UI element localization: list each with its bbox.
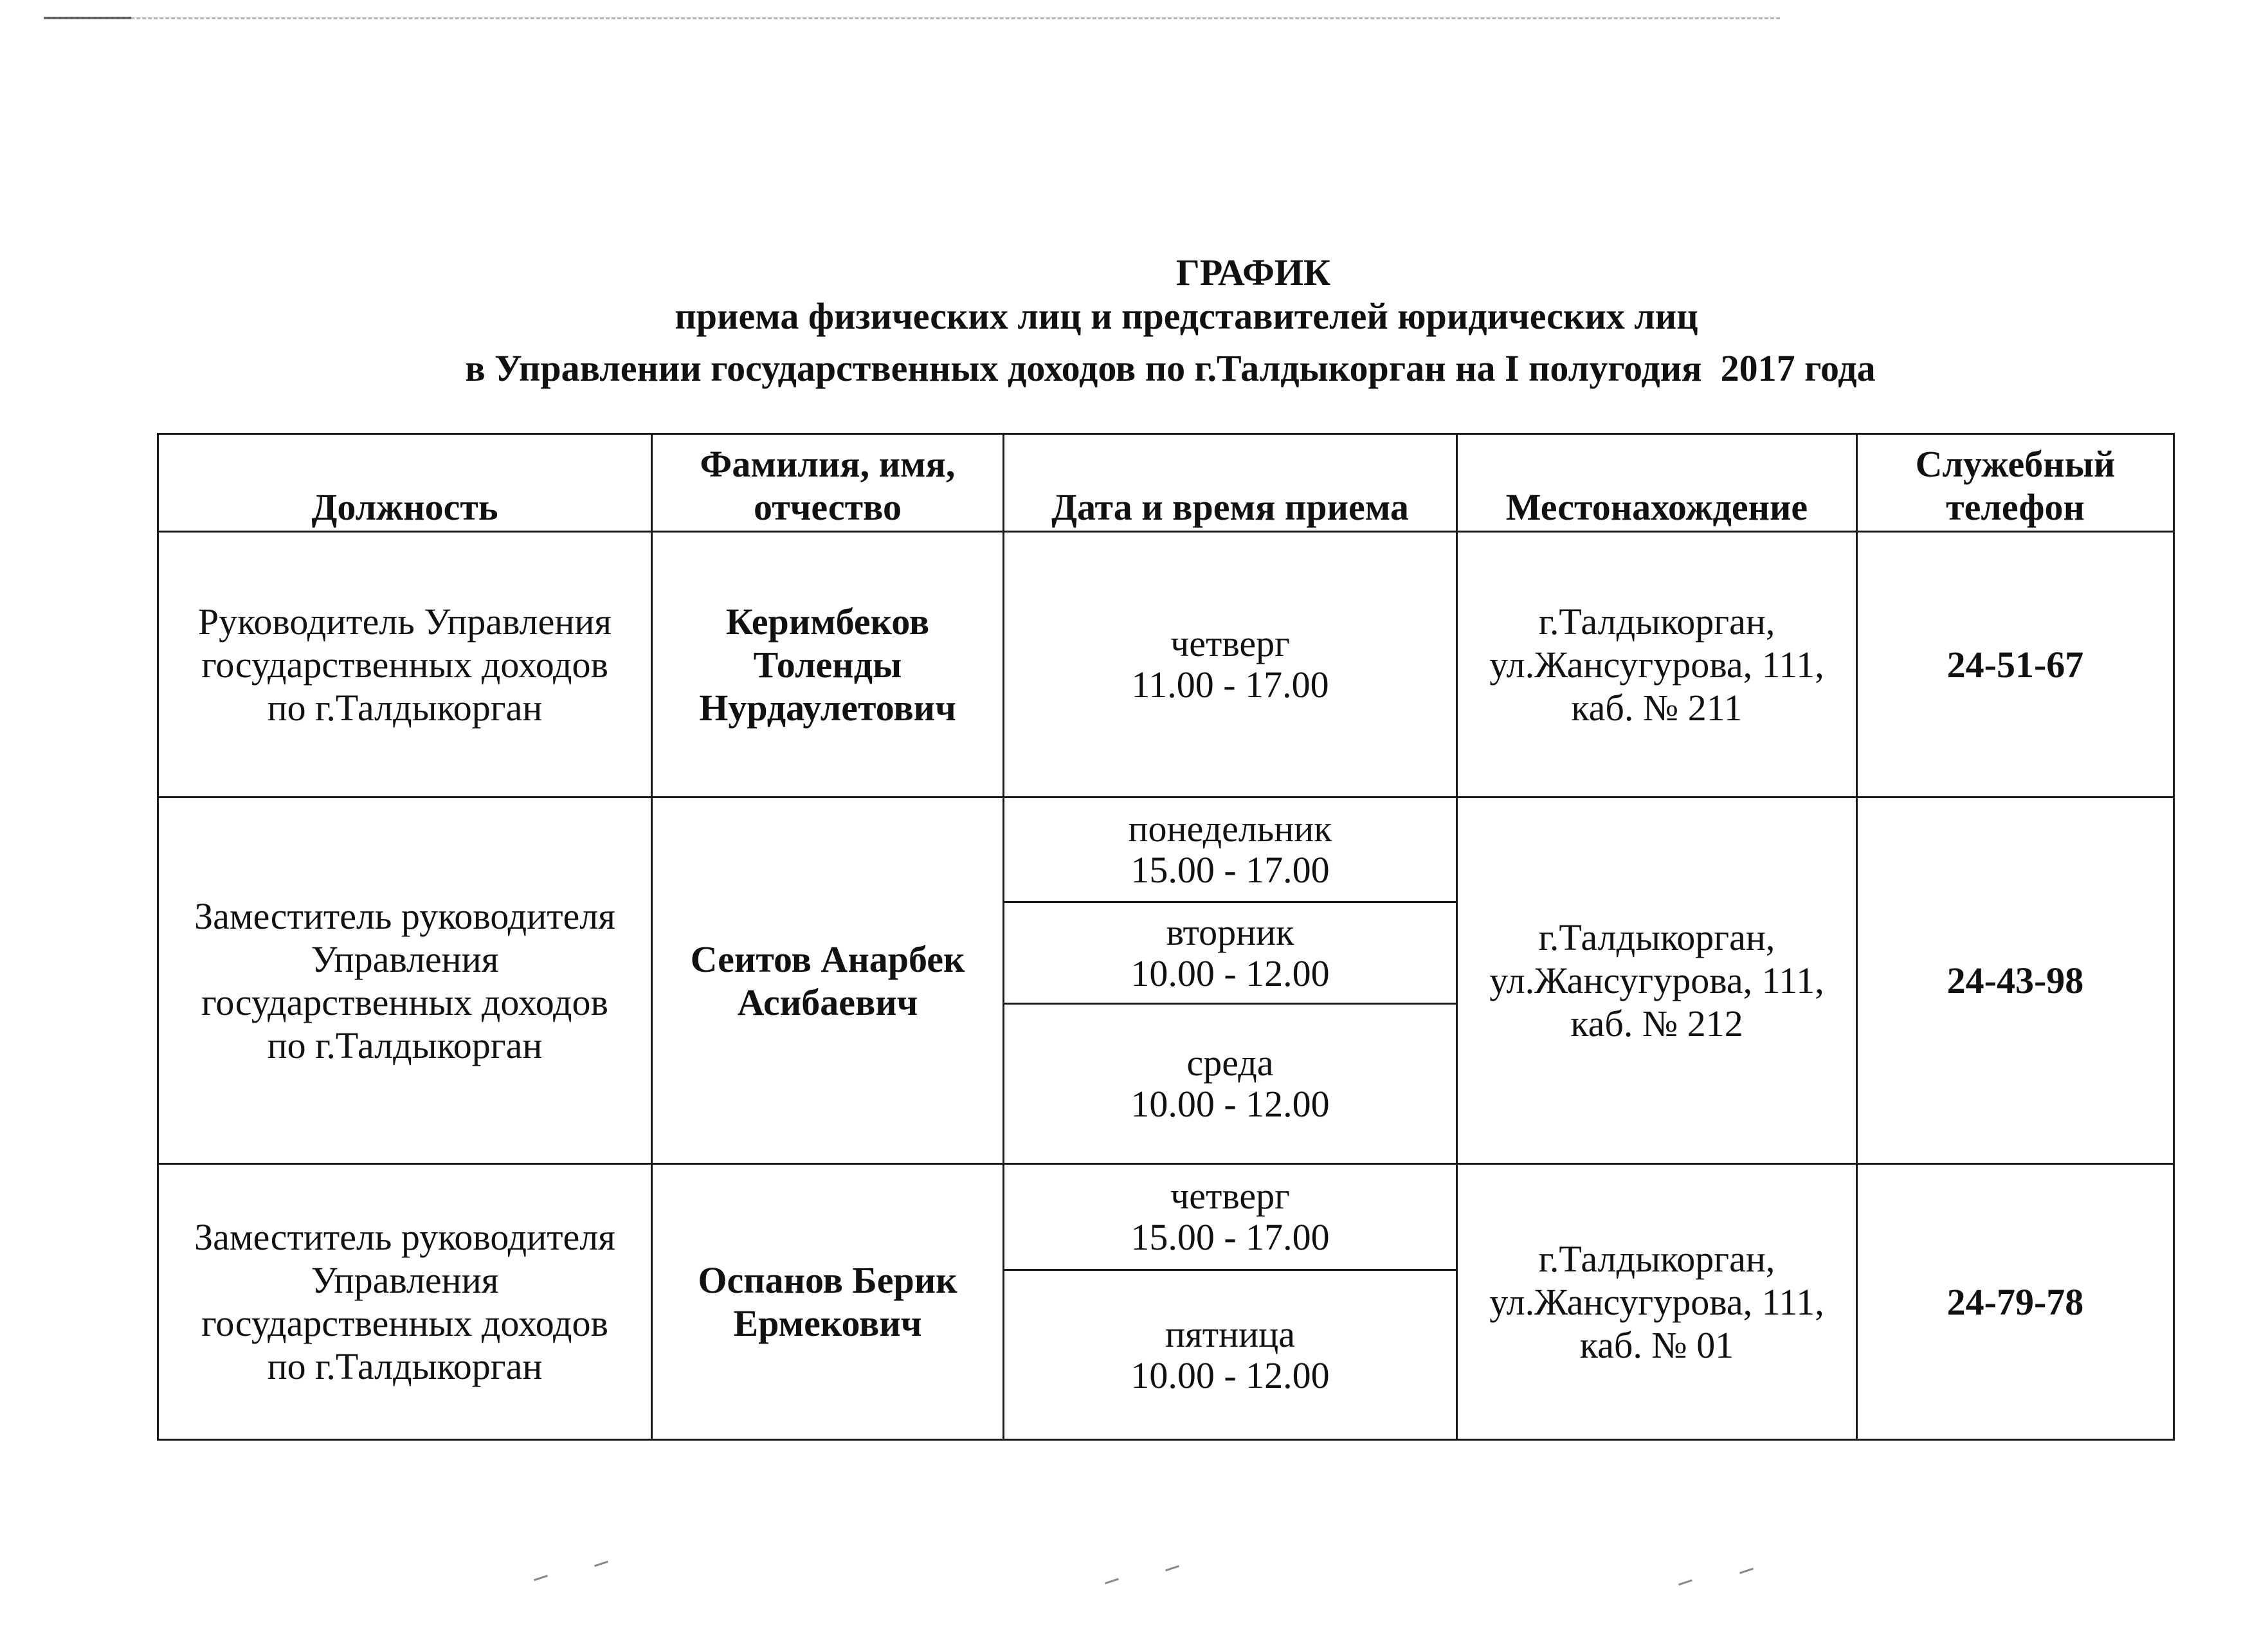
scan-artifact-mark [594,1561,608,1567]
position-line: государственных доходов [201,981,608,1023]
schedule-day: понедельник [1128,808,1332,850]
header-full-name [652,434,1004,532]
position-line: по г.Талдыкорган [267,1345,543,1387]
position-line: Заместитель руководителя [194,1216,615,1258]
scan-artifact-top-line [44,17,1780,19]
position-line: Заместитель руководителя [194,895,615,937]
cell-full-name [652,1164,1004,1440]
location-line: каб. № 212 [1570,1003,1743,1044]
position-line: Управления [311,938,499,980]
scan-artifact-mark [1739,1568,1754,1574]
cell-schedule [1004,1004,1457,1164]
scan-artifact-mark [1165,1565,1179,1572]
document-subtitle-line-1: приема физических лиц и представителей юридических лиц [675,295,1698,337]
scan-artifact-mark [534,1575,548,1581]
header-line: отчество [753,486,902,528]
name-line: Асибаевич [737,981,918,1023]
position-line: Управления [311,1259,499,1301]
header-location [1457,434,1857,532]
schedule-day: среда [1186,1042,1274,1084]
location-line: каб. № 211 [1571,686,1743,729]
location-line: г.Талдыкорган, [1538,600,1775,642]
table-row [158,532,2174,797]
document-subtitle-line-2: в Управлении государственных доходов по г.Талдыкорган на I полугодия 2017 года [465,347,1876,389]
position-line: Руководитель Управления [197,600,612,642]
schedule-time: 10.00 - 12.00 [1130,1354,1330,1396]
schedule-time: 11.00 - 17.00 [1131,664,1329,706]
location-line: каб. № 01 [1579,1324,1734,1366]
cell-full-name [652,797,1004,1164]
table-row [158,1164,2174,1270]
schedule-day: четверг [1170,623,1290,664]
cell-schedule [1004,797,1457,902]
position-line: по г.Талдыкорган [267,686,543,729]
phone-number: 24-43-98 [1946,960,2084,1001]
name-line: Керимбеков [725,600,930,642]
header-line: Фамилия, имя, [700,443,956,485]
cell-position [158,1164,652,1440]
scan-artifact-mark [1678,1580,1692,1586]
header-line: Должность [311,486,498,528]
document-title: ГРАФИК [1175,251,1331,293]
cell-full-name [652,532,1004,797]
schedule-day: вторник [1166,911,1294,953]
schedule-day: пятница [1165,1313,1295,1355]
cell-location [1457,532,1857,797]
phone-number: 24-79-78 [1946,1280,2084,1323]
name-line: Нурдаулетович [699,686,956,729]
cell-position [158,797,652,1164]
cell-phone [1857,1164,2174,1440]
header-line: Служебный [1915,443,2116,485]
location-line: ул.Жансугурова, 111, [1489,960,1824,1001]
header-phone [1857,434,2174,532]
cell-phone [1857,532,2174,797]
name-line: Сеитов Анарбек [690,938,965,980]
cell-position [158,532,652,797]
header-line: телефон [1946,486,2085,528]
schedule-time: 15.00 - 17.00 [1130,849,1330,891]
position-line: государственных доходов [201,643,608,686]
cell-schedule [1004,1164,1457,1270]
name-line: Толенды [753,643,902,686]
schedule-day: четверг [1170,1175,1290,1217]
location-line: ул.Жансугурова, 111, [1489,643,1824,686]
schedule-time: 15.00 - 17.00 [1130,1216,1330,1258]
position-line: государственных доходов [201,1302,608,1344]
position-line: по г.Талдыкорган [267,1024,543,1066]
scan-artifact-mark [1105,1578,1119,1585]
cell-schedule [1004,902,1457,1004]
cell-location [1457,1164,1857,1440]
header-line: Местонахождение [1505,486,1808,528]
location-line: г.Талдыкорган, [1538,1237,1775,1280]
name-line: Ермекович [733,1302,922,1344]
cell-schedule [1004,1270,1457,1440]
cell-phone [1857,797,2174,1164]
schedule-time: 10.00 - 12.00 [1130,1083,1330,1125]
header-position [158,434,652,532]
cell-schedule [1004,532,1457,797]
phone-number: 24-51-67 [1946,643,2084,686]
schedule-time: 10.00 - 12.00 [1130,952,1330,994]
cell-location [1457,797,1857,1164]
table-row [158,797,2174,902]
schedule-table [157,433,2175,1441]
location-line: ул.Жансугурова, 111, [1489,1280,1824,1323]
header-schedule [1004,434,1457,532]
location-line: г.Талдыкорган, [1538,916,1775,958]
header-line: Дата и время приема [1051,486,1409,528]
name-line: Оспанов Берик [698,1259,957,1301]
header-row [158,434,2174,532]
